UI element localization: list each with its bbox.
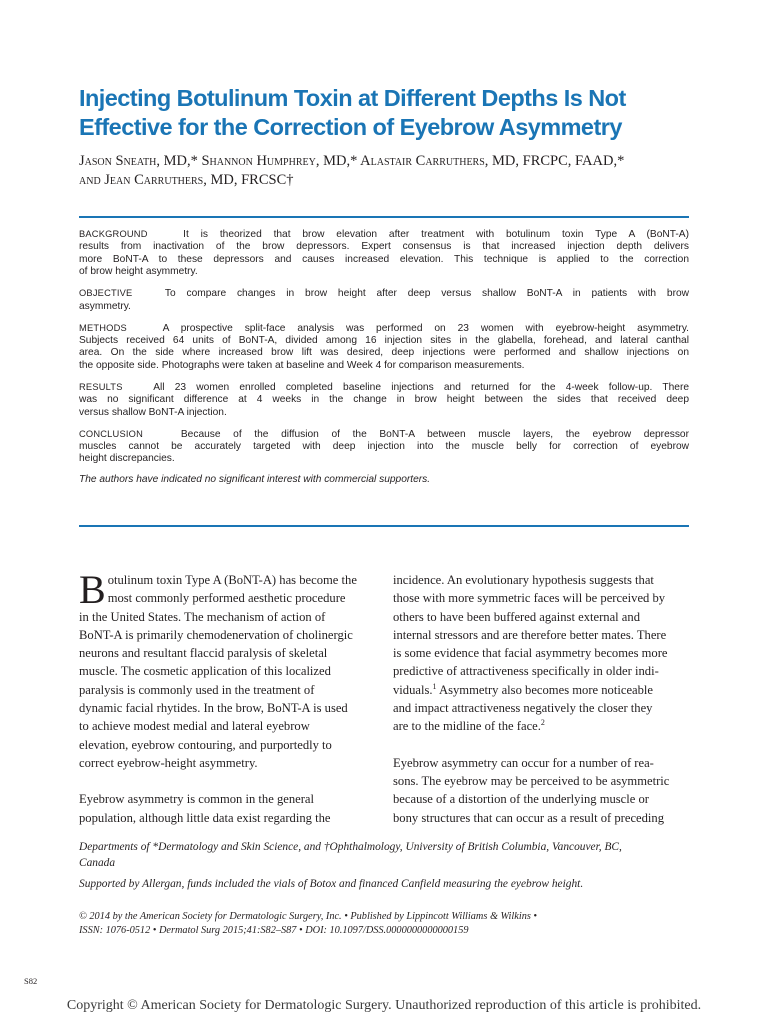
results-label: RESULTS xyxy=(79,381,123,392)
methods-label: METHODS xyxy=(79,322,127,333)
author-list xyxy=(79,152,699,190)
copyright-notice: Copyright © American Society for Dermatologic Surgery. Unauthorized reproduction of this article is prohibited. xyxy=(66,998,702,1013)
abstract-bottom-rule xyxy=(79,525,689,527)
disclosure-statement: The authors have indicated no significant interest with commercial supporters. xyxy=(79,474,431,486)
conclusion-label: CONCLUSION xyxy=(79,428,143,439)
title-line-2: Effective for the Correction of Eyebrow Asymmetry xyxy=(79,114,622,140)
abstract-top-rule xyxy=(79,216,689,218)
authors-line-1: Jason Sneath, MD,* Shannon Humphrey, MD,* Alastair Carruthers, MD, FRCPC, FAAD,* xyxy=(79,153,625,169)
abstract-conclusion: CONCLUSION Because of the diffusion of the BoNT-A between muscle layers, the eyebrow depressor muscles cannot be accurately targeted with deep injection into the muscle belly for correction of eyebrow height discrepancies. xyxy=(79,428,689,465)
abstract xyxy=(79,228,689,495)
background-label: BACKGROUND xyxy=(79,229,148,239)
article-title xyxy=(79,84,679,142)
citation-1: 1 xyxy=(432,681,437,691)
title-line-1: Injecting Botulinum Toxin at Different Depths Is Not xyxy=(79,85,626,111)
citation-2: 2 xyxy=(540,718,545,728)
support-footnote: Supported by Allergan, funds included the vials of Botox and financed Canfield measuring the eyebrow height. xyxy=(79,878,584,890)
page-number: S82 xyxy=(24,976,38,986)
objective-label: OBJECTIVE xyxy=(79,288,133,299)
abstract-results: RESULTS All 23 women enrolled completed baseline injections and returned for the 4-week follow-up. There was no significant difference at 4 weeks in the change in brow height between the sides that received deep versus shallow BoNT-A injection. xyxy=(79,381,689,418)
drop-cap: B xyxy=(79,567,106,612)
abstract-background: BACKGROUND It is theorized that brow elevation after treatment with botulinum toxin Type A (BoNT-A) results from inactivation of the brow depressors. Expert consensus is that increased injection depth delivers more BoNT-A to these depressors and causes increased elevation. This technique is applied to the correction of brow height asymmetry. xyxy=(79,229,689,278)
affiliation-footnote: Departments of *Dermatology and Skin Science, and †Ophthalmology, University of British Columbia, Vancouver, BC, Canada xyxy=(79,841,622,869)
body-right-column: incidence. An evolutionary hypothesis suggests that those with more symmetric faces will be perceived by others to have been buffered against external and internal stressors and are therefore better mates. There is some evidence that facial asymmetry becomes more predictive of attractiveness specifically in older indi- viduals.$^1$ Asymmetry also becomes more noticeable and impact attractiveness negatively the closer they are to the midline of the face.$^2$ Eyebrow asymmetry can occur for a number of rea- sons. The eyebrow may be perceived to be asymmetric because of a distortion of the underlying muscle or bony structures that can occur as a result of preceding xyxy=(393,573,670,825)
abstract-objective: OBJECTIVE To compare changes in brow height after deep versus shallow BoNT-A in patients with brow asymmetry. xyxy=(79,288,689,312)
authors-line-2: and Jean Carruthers, MD, FRCSC† xyxy=(79,172,294,188)
body-left-column: B otulinum toxin Type A (BoNT-A) has become the most commonly performed aesthetic procedure in the United States. The mechanism of action of BoNT-A is primarily chemodenervation of cholinergic neurons and resultant flaccid paralysis of skeletal muscle. The cosmetic application of this localized paralysis is commonly used in the treatment of dynamic facial rhytides. In the brow, BoNT-A is used to achieve modest medial and lateral eyebrow elevation, eyebrow contouring, and purportedly to correct eyebrow-height asymmetry. Eyebrow asymmetry is common in the general population, although little data exist regarding the xyxy=(79,567,357,825)
abstract-methods: METHODS A prospective split-face analysis was performed on 23 women with eyebrow-height asymmetry. Subjects received 64 units of BoNT-A, divided among 16 injection sites in the glabella, forehead, and lateral canthal area. On the side where increased brow lift was desired, deep injections were performed and shallow injections on the opposite side. Photographs were taken at baseline and Week 4 for comparison measurements. xyxy=(79,322,689,371)
copyright-footnote: © 2014 by the American Society for Dermatologic Surgery, Inc. • Published by Lippincott Williams & Wilkins • ISSN: 1076-0512 • Dermatol Surg 2015;41:S82–S87 • DOI: 10.1097/DSS.0000000000000159 xyxy=(79,911,538,936)
